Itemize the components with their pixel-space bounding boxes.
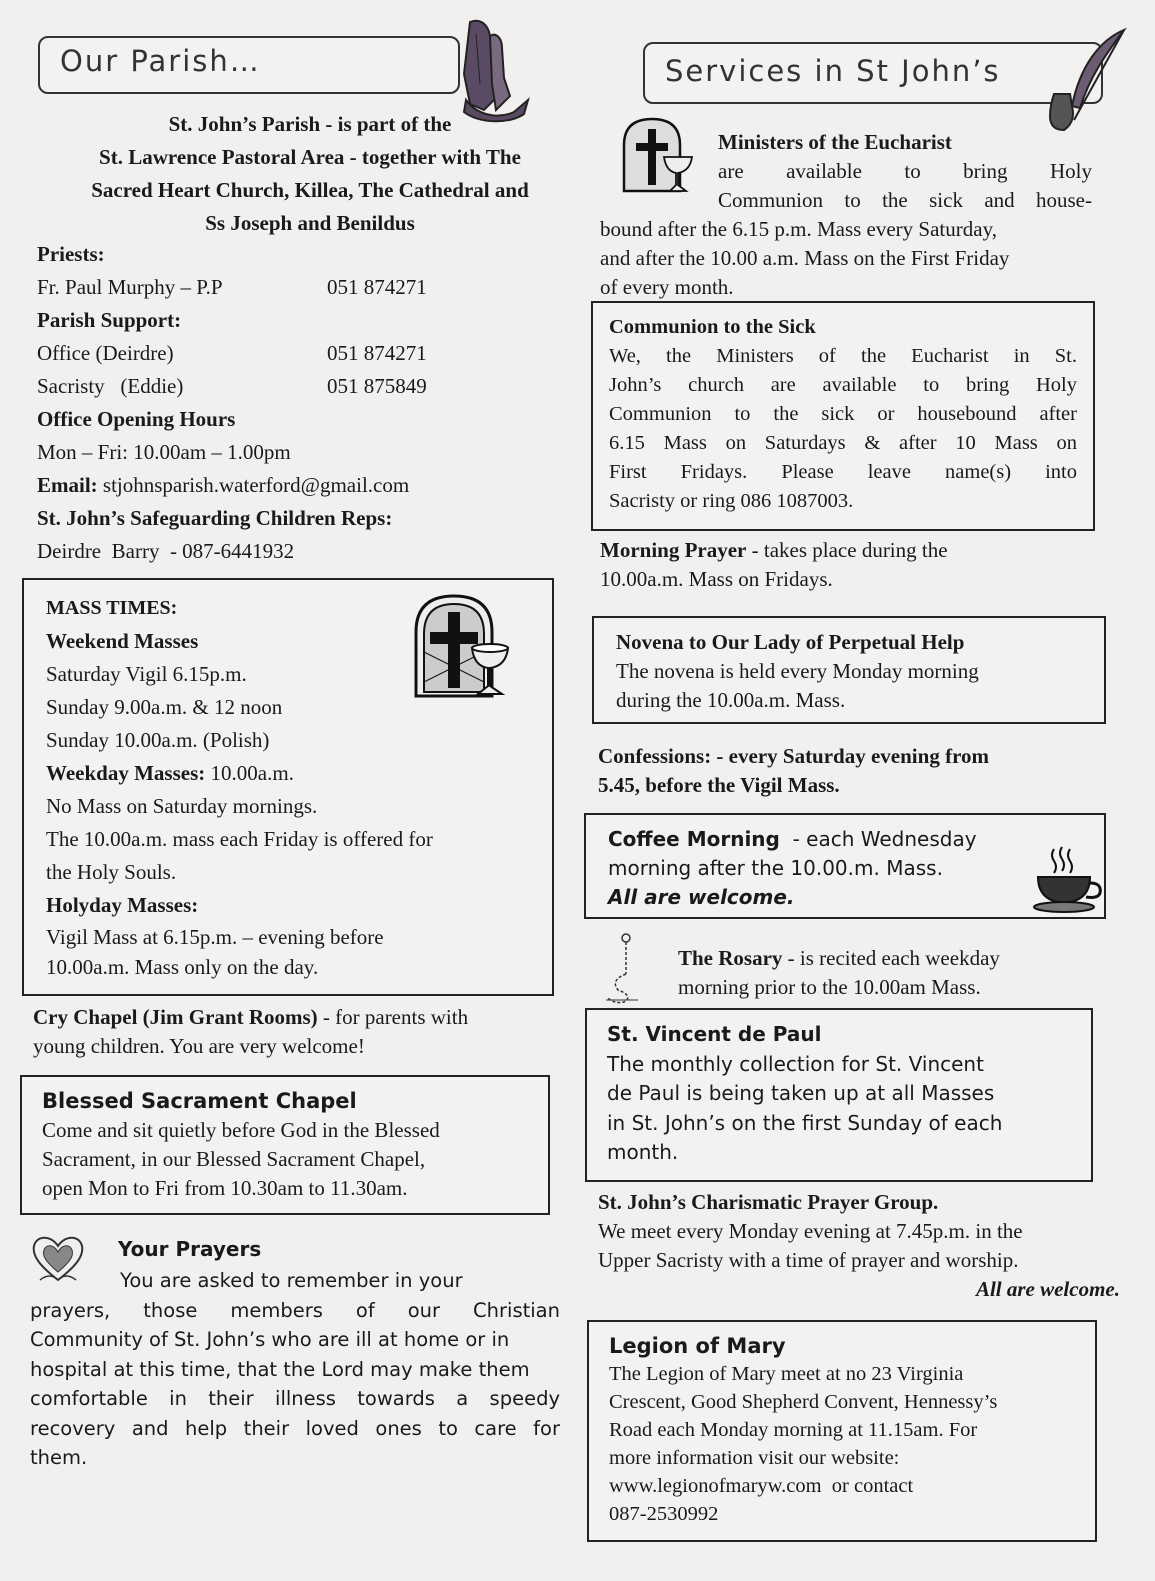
parish-intro — [40, 108, 580, 240]
intro-line: Sacred Heart Church, Killea, The Cathedral and — [91, 178, 529, 202]
weekend-mass: Sunday 10.00a.m. (Polish) — [46, 728, 270, 752]
novena-line: during the 10.00a.m. Mass. — [616, 688, 846, 712]
prayers-line: You are asked to remember in your — [120, 1269, 463, 1292]
holyday-heading: Holyday Masses: — [46, 893, 199, 917]
holyday-line: Vigil Mass at 6.15p.m. – evening before — [46, 925, 384, 949]
confessions — [598, 742, 1118, 800]
legion-of-mary-line: The Legion of Mary meet at no 23 Virginia — [609, 1363, 964, 1385]
prayers-line: recovery and help their loved ones to care for — [30, 1416, 560, 1440]
ministers-line: Communion to the sick and house- — [718, 188, 1092, 212]
vincent-de-paul-line: de Paul is being taken up at all Masses — [607, 1081, 995, 1105]
weekday-line: the Holy Souls. — [46, 860, 177, 884]
coffee-morning-welcome: All are welcome. — [608, 885, 795, 909]
legion-of-mary-phone: 087-2530992 — [609, 1503, 719, 1525]
prayers-line: Community of St. John’s who are ill at home or in — [30, 1328, 510, 1351]
blessed-sacrament-line: Come and sit quietly before God in the Blessed — [42, 1118, 440, 1142]
services-header — [643, 42, 1103, 104]
confessions-line: Confessions: - every Saturday evening from — [598, 744, 990, 768]
office-row — [37, 337, 577, 370]
communion-sick-title: Communion to the Sick — [609, 316, 816, 338]
prayers-line: them. — [30, 1446, 88, 1469]
chalice-window-icon — [620, 115, 696, 195]
coffee-morning-text: - each Wednesday — [779, 827, 977, 851]
weekday-time: 10.00a.m. — [205, 761, 294, 785]
prayers-line: comfortable in their illness towards a speedy — [30, 1387, 560, 1410]
communion-sick-line: 6.15 Mass on Saturdays & after 10 Mass on — [609, 432, 1077, 454]
blessed-sacrament-line: Sacrament, in our Blessed Sacrament Chapel, — [42, 1147, 426, 1171]
rosary-heading: The Rosary — [678, 946, 783, 970]
our-parish-header — [38, 36, 460, 94]
rosary — [678, 944, 1108, 1002]
hours-heading: Office Opening Hours — [37, 407, 236, 431]
priest-phone: 051 874271 — [327, 275, 427, 299]
novena-line: The novena is held every Monday morning — [616, 659, 979, 683]
communion-sick-line: First Fridays. Please leave name(s) into — [609, 461, 1077, 483]
communion-sick-line: Communion to the sick or housebound after — [609, 403, 1077, 425]
cry-chapel-text: - for parents with — [317, 1005, 469, 1029]
office-hours: Mon – Fri: 10.00am – 1.00pm — [37, 440, 291, 464]
legion-of-mary-box — [587, 1320, 1097, 1542]
ministers-text-indent — [718, 157, 1092, 215]
office-phone: 051 874271 — [327, 341, 427, 365]
communion-sick-line: John’s church are available to bring Holy — [609, 374, 1077, 396]
priests-heading: Priests: — [37, 242, 105, 266]
weekend-heading: Weekend Masses — [46, 629, 199, 653]
coffee-morning-line: morning after the 10.00.m. Mass. — [608, 856, 943, 880]
confessions-line: 5.45, before the Vigil Mass. — [598, 773, 840, 797]
charismatic-prayer — [598, 1188, 1120, 1304]
email-label: Email: — [37, 473, 98, 497]
ministers-title: Ministers of the Eucharist — [718, 130, 952, 154]
weekday-line: The 10.00a.m. mass each Friday is offered for — [46, 827, 433, 851]
blessed-sacrament-line: open Mon to Fri from 10.30am to 11.30am. — [42, 1176, 408, 1200]
rosary-icon — [604, 930, 640, 1006]
morning-prayer-text: - takes place during the — [746, 538, 948, 562]
sacristy-label: Sacristy (Eddie) — [37, 374, 184, 398]
novena-title: Novena to Our Lady of Perpetual Help — [616, 630, 965, 654]
mass-times-title: MASS TIMES: — [46, 597, 178, 619]
prayers-line: hospital at this time, that the Lord may make them — [30, 1357, 530, 1381]
support-heading: Parish Support: — [37, 308, 182, 332]
mass-times-box — [22, 578, 554, 996]
intro-line: St. John’s Parish - is part of the — [168, 112, 452, 136]
rosary-text-2: morning prior to the 10.00am Mass. — [678, 975, 981, 999]
legion-of-mary-line: Road each Monday morning at 11.15am. For — [609, 1419, 978, 1441]
cry-chapel — [33, 1003, 563, 1061]
ministers-line: and after the 10.00 a.m. Mass on the First Friday — [600, 246, 1010, 270]
email-address[interactable]: stjohnsparish.waterford@gmail.com — [97, 473, 410, 497]
sacristy-row — [37, 370, 577, 403]
quill-feather-icon — [1040, 26, 1130, 136]
parish-contacts — [37, 238, 577, 568]
ministers-line: of every month. — [600, 275, 734, 299]
sacristy-phone: 051 875849 — [327, 374, 427, 398]
coffee-morning-box — [584, 813, 1106, 919]
morning-prayer — [600, 536, 1120, 594]
your-prayers-title: Your Prayers — [118, 1237, 262, 1261]
coffee-morning-title: Coffee Morning — [608, 827, 780, 851]
ministers-text — [600, 215, 1122, 302]
weekend-mass: Saturday Vigil 6.15p.m. — [46, 662, 247, 686]
ministers-line: are available to bring Holy — [718, 159, 1092, 183]
cry-chapel-heading: Cry Chapel (Jim Grant Rooms) — [33, 1005, 318, 1029]
intro-line: Ss Joseph and Benildus — [205, 211, 415, 235]
vincent-de-paul-line: month. — [607, 1140, 679, 1164]
legion-of-mary-website[interactable]: www.legionofmaryw.com or contact — [609, 1475, 914, 1497]
communion-sick-line: Sacristy or ring 086 1087003. — [609, 490, 854, 512]
vincent-de-paul-line: The monthly collection for St. Vincent — [607, 1051, 984, 1076]
vincent-de-paul-title: St. Vincent de Paul — [607, 1022, 822, 1046]
vincent-de-paul-box — [585, 1008, 1093, 1182]
our-parish-title: Our Parish… — [60, 44, 261, 78]
blessed-sacrament-title: Blessed Sacrament Chapel — [42, 1089, 357, 1113]
charismatic-line: Upper Sacristy with a time of prayer and worship. — [598, 1248, 1019, 1272]
safeguarding-contact: Deirdre Barry - 087-6441932 — [37, 539, 295, 563]
charismatic-welcome: All are welcome. — [975, 1277, 1120, 1301]
rosary-text: - is recited each weekday — [782, 946, 1000, 970]
charismatic-line: We meet every Monday evening at 7.45p.m. in the — [598, 1219, 1023, 1243]
cry-chapel-text-2: young children. You are very welcome! — [33, 1034, 365, 1058]
communion-sick-line: We, the Ministers of the Eucharist in St. — [609, 345, 1077, 367]
legion-of-mary-line: more information visit our website: — [609, 1447, 900, 1469]
coffee-cup-icon — [1032, 845, 1104, 915]
vincent-de-paul-line: in St. John’s on the first Sunday of each — [607, 1110, 1003, 1135]
legion-of-mary-title: Legion of Mary — [609, 1334, 786, 1358]
holyday-line: 10.00a.m. Mass only on the day. — [46, 955, 319, 979]
novena-box — [592, 616, 1106, 724]
your-prayers-text — [30, 1266, 560, 1473]
morning-prayer-heading: Morning Prayer — [600, 538, 747, 562]
weekday-heading: Weekday Masses: — [46, 761, 206, 785]
prayers-line: prayers, those members of our Christian — [30, 1298, 560, 1322]
safeguarding-heading: St. John’s Safeguarding Children Reps: — [37, 506, 393, 530]
ministers-line: bound after the 6.15 p.m. Mass every Saturday, — [600, 217, 997, 241]
charismatic-heading: St. John’s Charismatic Prayer Group. — [598, 1190, 939, 1214]
communion-sick-box — [591, 301, 1095, 531]
morning-prayer-text-2: 10.00a.m. Mass on Fridays. — [600, 567, 833, 591]
office-label: Office (Deirdre) — [37, 341, 174, 365]
blessed-sacrament-box — [20, 1075, 550, 1215]
weekend-mass: Sunday 9.00a.m. & 12 noon — [46, 695, 283, 719]
weekday-line: No Mass on Saturday mornings. — [46, 794, 318, 818]
intro-line: St. Lawrence Pastoral Area - together with The — [99, 145, 521, 169]
priest-name: Fr. Paul Murphy – P.P — [37, 275, 223, 299]
legion-of-mary-line: Crescent, Good Shepherd Convent, Hennessy’s — [609, 1391, 998, 1413]
services-title: Services in St John’s — [665, 54, 1001, 88]
priest-row — [37, 271, 577, 304]
chalice-window-icon — [410, 592, 514, 702]
